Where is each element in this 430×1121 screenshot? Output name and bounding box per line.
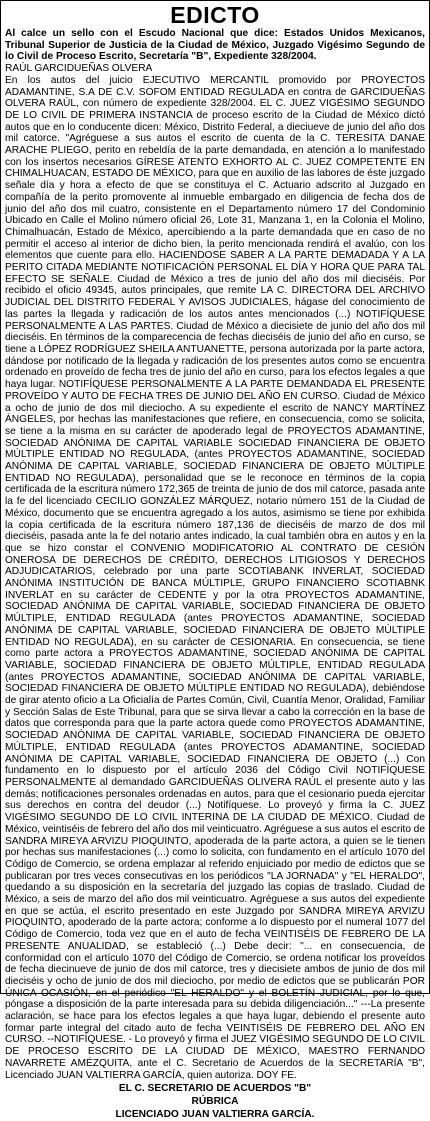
signature-rubrica: RÚBRICA [191, 1096, 239, 1108]
signature-title: EL C. SECRETARIO DE ACUERDOS "B" [118, 1083, 312, 1095]
addressee-name: RAÚL GARCIDUEÑAS OLVERA [5, 63, 153, 75]
notice-title: EDICTO [170, 2, 260, 28]
court-seal-header: Al calce un sello con el Escudo Nacional que dice: Estados Unidos Mexicanos, Tribunal Superior de Justicia de la Ciudad de México, Juzgado Vigésimo Segundo de lo Civil de Proceso Escrito, Secretaría "B", Expediente 328/2004. [5, 28, 425, 63]
notice-body: En los autos del juicio EJECUTIVO MERCANTIL promovido por PROYECTOS ADAMANTINE, S.A DE C.V. SOFOM ENTIDAD REGULADA en contra de GARCIDUEÑAS OLVERA RAÚL, con número de expediente 328/2004. EL C. JUEZ VIGÉSIMO SEGUNDO DE LO CIVIL DE PRIMERA INSTANCIA de proceso escrito de la Ciudad de México dictó autos que en lo conducente dicen: México, Distrito Federal, a dieciueve de junio del año dos mil catorce. "Agréguese a sus autos el escrito de cuenta de la C. TERESITA DANAE ARACHE PLIEGO, perito en rebeldía de la parte demandada, en atención a lo manifestado con los insertos necesarios GÍRESE ATENTO EXHORTO AL C. JUEZ COMPETENTE EN CHIMALHUACAN, ESTADO DE MÉXICO, para que en auxilio de las labores de éste juzgado señale día y hora a efecto de que se constituya el C. Actuario adscrito al Juzgado en compañía de la perito promovente al inmueble embargado en diligencia de fecha dos de junio del año dos mil cuatro, consistente en el Departamento número 17 del Condominio Ubicado en Calle el Molino número oficial 26, Lote 31, Manzana 1, en la Colonia el Molino, Chimalhuacán, Estado de México, apercibiendo a la parte demandada que en caso de no permitir el acceso al interior de dicho bien, la perito mencionada rendirá el avalúo, con los elementos que cuente para ello. HACIENDOSE SABER A LA PARTE DEMADADA Y A LA PERITO CITADA MEDIANTE NOTIFICACIÓN PERSONAL EL DÍA Y HORA QUE PARA TAL EFECTO SE SEÑALE. Ciudad de México a tres de junio del año dos mil dieciséis. Por recibido el oficio 49345, autos principales, que remite LA C. DIRECTORA DEL ARCHIVO JUDICIAL DEL DISTRITO FEDERAL Y AVISOS JUDICIALES, hágase del conocimiento de las partes la llegada y radicación de los autos antes mencionados (...) NOTIFÍQUESE PERSONALMENTE A LAS PARTES. Ciudad de México a diecisiete de junio del año dos mil dieciséis. En términos de la comparecencia de fechas dieciséis de junio del año en curso, se tiene a LÓPEZ RODRÍGUEZ SHEILA ANTUANETTE, persona autorizada por la parte actora, dándose por notificado de la llegada y radicación de los presentes autos como se encuentra ordenado en proveído de fecha tres de junio del año en curso, para los efectos legales a que haya lugar. NOTIFÍQUESE PERSONALMENTE A LA PARTE DEMANDADA EL PRESENTE PROVEÍDO Y AUTO DE FECHA TRES DE JUNIO DEL AÑO EN CURSO. Ciudad de México a ocho de junio de dos mil dieciocho. A su expediente el escrito de NANCY MARTÍNEZ ÁNGELES, por hechas las manifestaciones que refiere, en consecuencia, como se solicita, se tiene a la misma en su carácter de apoderado legal de PROYECTOS ADAMANTINE, SOCIEDAD ANÓNIMA DE CAPITAL VARIABLE SOCIEDAD FINANCIERA DE OBJETO MÚLTIPLE ENTIDAD NO REGULADA, (antes PROYECTOS ADAMANTINE, SOCIEDAD ANÓNIMA DE CAPITAL VARIABLE, SOCIEDAD FINANCIERA DE OBJETO MÚLTIPLE ENTIDAD NO REGULADA), personalidad que se le reconoce en términos de la copia certificada de la escritura número 172,365 de treinta de junio de dos mil catorce, pasada ante la fe del licenciado CECILIO GONZÁLEZ MÁRQUEZ, notario número 151 de la Ciudad de México, documento que se encuentra agregado a los autos, asimismo se tiene por exhibida la copia certificada de la escritura número 187,136 de dieciséis de marzo de dos mil dieciséis, pasada ante la fe del notario antes indicado, la cual también obra en autos y en la que se hizo constar el CONVENIO MODIFICATORIO AL CONTRATO DE CESIÓN ONEROSA DE DERECHOS DE CRÉDITO, DERECHOS LITIGIOSOS Y DERECHOS ADJUDICATARIOS, celebrado por una parte SCOTIABANK INVERLAT, SOCIEDAD ANÓNIMA INSTITUCIÓN DE BANCA MÚLTIPLE, GRUPO FINANCIERO SCOTIABNK INVERLAT en su carácter de CEDENTE y por la otra PROYECTOS ADAMANTINE, SOCIEDAD ANÓNIMA DE CAPITAL VARIABLE, SOCIEDAD FINANCIERA DE OBJETO MÚLTIPLE, ENTIDAD REGULADA (antes PROYECTOS ADAMANTINE, SOCIEDAD ANÓNIMA DE CAPITAL VARIABLE, SOCIEDAD FINANCIERA DE OBJETO MÚLTIPLE ENTIDAD NO REGULADA), en su carácter de CESIONARIA. En consecuencia, se tiene como parte actora a PROYECTOS ADAMANTINE, SOCIEDAD ANÓNIMA DE CAPITAL VARIABLE, SOCIEDAD FINANCIERA DE OBJETO MÚLTIPLE, ENTIDAD REGULADA (antes PROYECTOS ADAMANTINE, SOCIEDAD ANÓNIMA DE CAPITAL VARIABLE, SOCIEDAD FINANCIERA DE OBJETO MÚLTIPLE ENTIDAD NO REGULADA), debiéndose de girar atento oficio a La Oficialía de Partes Común, Civil, Cuantía Menor, Oralidad, Familiar y Sección Salas de Este Tribunal, para que se sirva llevar a cabo la corrección en la base de datos que corresponda para que la parte actora quede como PROYECTOS ADAMANTINE, SOCIEDAD ANÓNIMA DE CAPITAL VARIABLE, SOCIEDAD FINANCIERA DE OBJETO MÚLTIPLE, ENTIDAD REGULADA (antes PROYECTOS ADAMANTINE, SOCIEDAD ANÓNIMA DE CAPITAL VARIABLE, SOCIEDAD FINANCIERA DE OBJETO (...) Con fundamento en lo dispuesto por el artículo 2036 del Código Civil NOTIFÍQUESE PERSONALMENTE al demandado GARCIDUEÑAS OLIVERA RAÚL el presente auto y las demás; notificaciones personales ordenadas en autos, para que el cesionario pueda ejercitar sus derechos en contra del deudor (...) Notifíquese. Lo proveyó y firma la C. JUEZ VIGÉSIMO SEGUNDO DE LO CIVIL INTERINA DE LA CIUDAD DE MÉXICO. Ciudad de México, veintiséis de febrero del año dos mil veinticuatro. Agréguese a sus autos el escrito de SANDRA MIREYA ARVIZU PIOQUINTO, apoderada de la parte actora, a quien se le tienen por hechas sus manifestaciones (...) como lo solicita, con fundamento en el artículo 1070 del Código de Comercio, se ordena emplazar al referido enjuiciado por medio de edictos que se publicaran por tres veces consecutivas en los periódicos "LA JORNADA" y "EL HERALDO", quedando a su disposición en la secretaría del juzgado las copias de traslado. Ciudad de México, a seis de marzo del año dos mil veinticuatro. Agréguese a sus autos del expediente en que se actúa, el escrito presentado en este Juzgado por SANDRA MIREYA ARVIZU PIOQUINTO, apoderado de la parte actora; conforme a lo dispuesto por el numeral 1077 del Código de Comercio, toda vez que en el auto de fecha VEINTISÉIS DE FEBRERO DE LA PRESENTE ANUALIDAD, se estableció (...) Debe decir: "... en consecuencia, de conformidad con el artículo 1070 del Código de Comercio, se ordena notificar los proveídos de fecha diecinueve de junio de dos mil catorce, tres y diecisiete ambos de junio de dos mil dieciséis y ocho de junio de dos mil dieciocho, por medio de edictos que se publicarán POR ÚNICA OCASIÓN, en el periódico "EL HERALDO" y el BOLETÍN JUDICIAL, por lo que, póngase a disposición de la parte interesada para su debida diligenciación..." ---La presente aclaración, se hace para los efectos legales a que haya lugar, debiendo el presente auto formar parte integral del citado auto de fecha VEINTISÉIS DE FEBRERO DEL AÑO EN CURSO. --NOTIFÍQUESE. - Lo proveyó y firma el JUEZ VIGÉSIMO SEGUNDO DE LO CIVIL DE PROCESO ESCRITO DE LA CIUDAD DE MÉXICO, MAESTRO FERNANDO NAVARRETE AMÉZQUITA, ante el C. Secretario de Acuerdos de la SECRETARÍA "B", Licenciado JUAN VALTIERRA GARCÍA, quien autoriza. DOY FE. [5, 74, 425, 1081]
signature-block [5, 1082, 425, 1121]
signature-name: LICENCIADO JUAN VALTIERRA GARCÍA. [115, 1109, 315, 1121]
